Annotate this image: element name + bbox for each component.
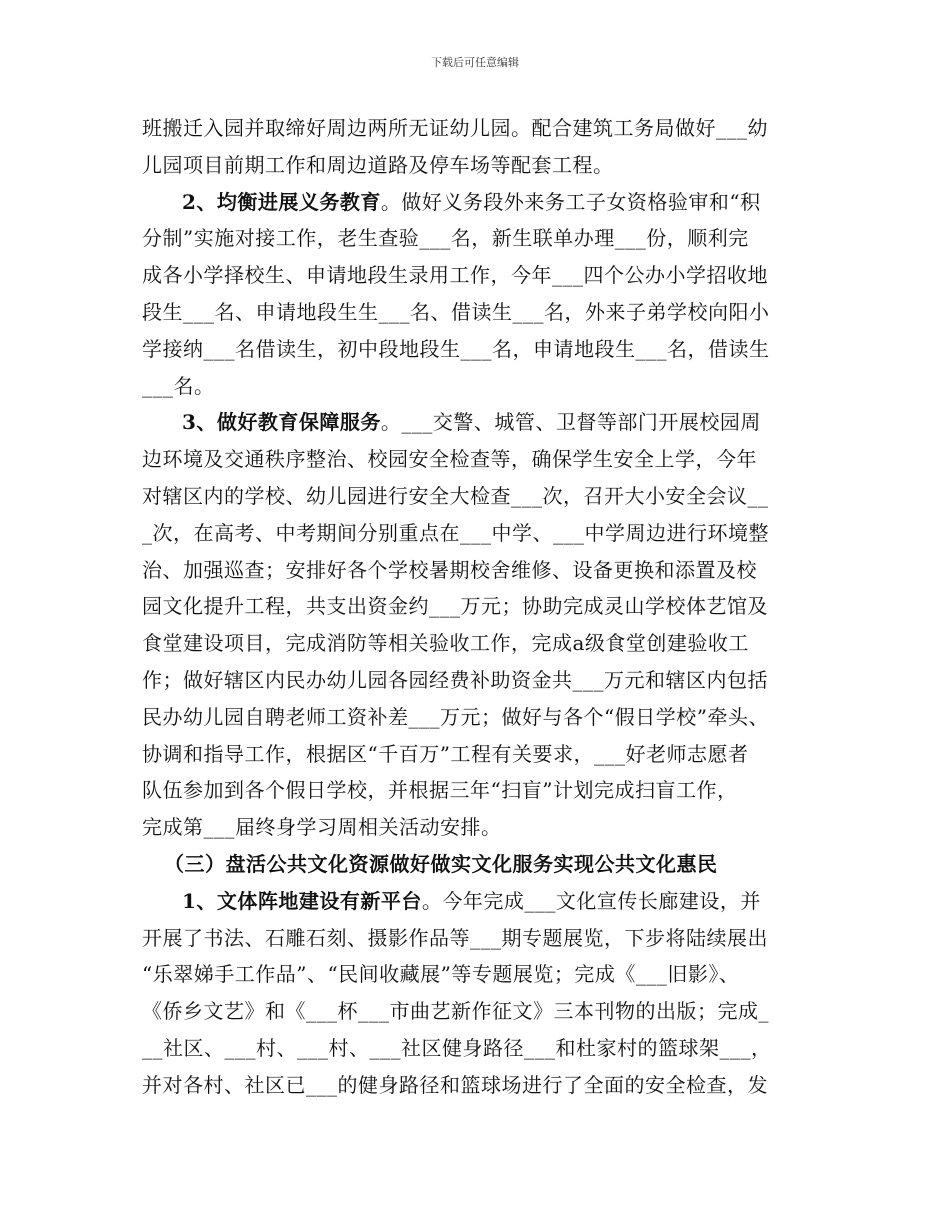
text-run: 队伍参加到各个假日学校，并根据三年“扫盲”计划完成扫盲工作， <box>142 778 738 803</box>
text-line <box>142 883 810 920</box>
text-run: 成各小学择校生、申请地段生录用工作，今年___四个公办小学招收地 <box>142 263 768 288</box>
text-run: 。___交警、城管、卫督等部门开展校园周 <box>380 410 761 435</box>
text-run: 协调和指导工作，根据区“千百万”工程有关要求，___好老师志愿者 <box>142 741 749 766</box>
text-run: 作；做好辖区内民办幼儿园各园经费补助资金共___万元和辖区内包括 <box>142 667 768 692</box>
bold-run: （三）盘活公共文化资源做好做实文化服务实现公共文化惠民 <box>164 851 718 876</box>
text-line <box>142 736 810 773</box>
text-line <box>142 331 810 368</box>
text-run: 班搬迁入园并取缔好周边两所无证幼儿园。配合建筑工务局做好___幼 <box>142 116 768 140</box>
text-line <box>142 699 810 736</box>
text-run: 民办幼儿园自聘老师工资补差___万元；做好与各个“假日学校”牵头、 <box>142 704 769 729</box>
text-line <box>142 552 810 589</box>
text-line <box>142 368 810 405</box>
text-line <box>142 772 810 809</box>
text-run: 边环境及交通秩序整治、校园安全检查等，确保学生安全上学，今年 <box>142 447 757 472</box>
text-line <box>142 220 810 257</box>
text-run: 食堂建设项目，完成消防等相关验收工作，完成a级食堂创建验收工 <box>142 631 749 656</box>
text-line <box>142 625 810 662</box>
text-run: __社区、___村、___村、___社区健身路径___和杜家村的篮球架___， <box>142 1035 772 1060</box>
text-run: 段生___名、申请地段生生___名、借读生___名，外来子弟学校向阳小 <box>142 299 770 324</box>
text-run: 《侨乡文艺》和《___杯___市曲艺新作征文》三本刊物的出版；完成_ <box>142 999 769 1024</box>
text-run: 。做好义务段外来务工子女资格验审和“积 <box>380 189 761 214</box>
text-line <box>142 956 810 993</box>
text-line <box>142 404 810 441</box>
text-run: 儿园项目前期工作和周边道路及停车场等配套工程。 <box>142 152 614 177</box>
text-line <box>142 993 810 1030</box>
bold-run: 3、做好教育保障服务 <box>182 410 381 435</box>
bold-run: 2、均衡进展义务教育 <box>182 189 381 214</box>
text-run: “乐翠娣手工作品”、“民间收藏展”等专题展览；完成《___旧影》、 <box>142 962 740 987</box>
document-body <box>142 110 810 1104</box>
text-line <box>142 920 810 957</box>
text-run: 完成第___届终身学习周相关活动安排。 <box>142 815 502 840</box>
text-line <box>142 441 810 478</box>
text-run: 开展了书法、石雕石刻、摄影作品等___期专题展览，下步将陆续展出 <box>142 925 768 950</box>
text-run: 学接纳___名借读生，初中段地段生___名，申请地段生___名，借读生 <box>142 336 770 361</box>
text-line <box>142 1067 810 1104</box>
bold-run: 1、文体阵地建设有新平台 <box>182 888 422 913</box>
text-line <box>142 515 810 552</box>
page-header: 下载后可任意编辑 <box>431 56 519 69</box>
text-run: 治、加强巡查；安排好各个学校暑期校舍维修、设备更换和添置及校 <box>142 557 757 582</box>
text-line <box>142 294 810 331</box>
text-line <box>142 662 810 699</box>
text-run: 园文化提升工程，共支出资金约___万元；协助完成灵山学校体艺馆及 <box>142 594 768 619</box>
text-line <box>142 478 810 515</box>
text-run: 对辖区内的学校、幼儿园进行安全大检查___次，召开大小安全会议__ <box>142 483 769 508</box>
text-line <box>142 147 810 184</box>
text-run: 并对各村、社区已___的健身路径和篮球场进行了全面的安全检查，发 <box>142 1072 768 1097</box>
text-line <box>142 184 810 221</box>
text-line <box>142 588 810 625</box>
text-run: 分制”实施对接工作，老生查验___名，新生联单办理___份，顺利完 <box>142 226 749 251</box>
text-line <box>142 1030 810 1067</box>
text-line <box>142 809 810 846</box>
text-line <box>142 110 810 147</box>
text-run: _次，在高考、中考期间分别重点在___中学、___中学周边进行环境整 <box>142 520 769 545</box>
text-line <box>142 257 810 294</box>
text-run: 。今年完成___文化宣传长廊建设，并 <box>421 888 761 913</box>
text-run: ___名。 <box>142 373 215 398</box>
section-heading <box>142 846 810 883</box>
